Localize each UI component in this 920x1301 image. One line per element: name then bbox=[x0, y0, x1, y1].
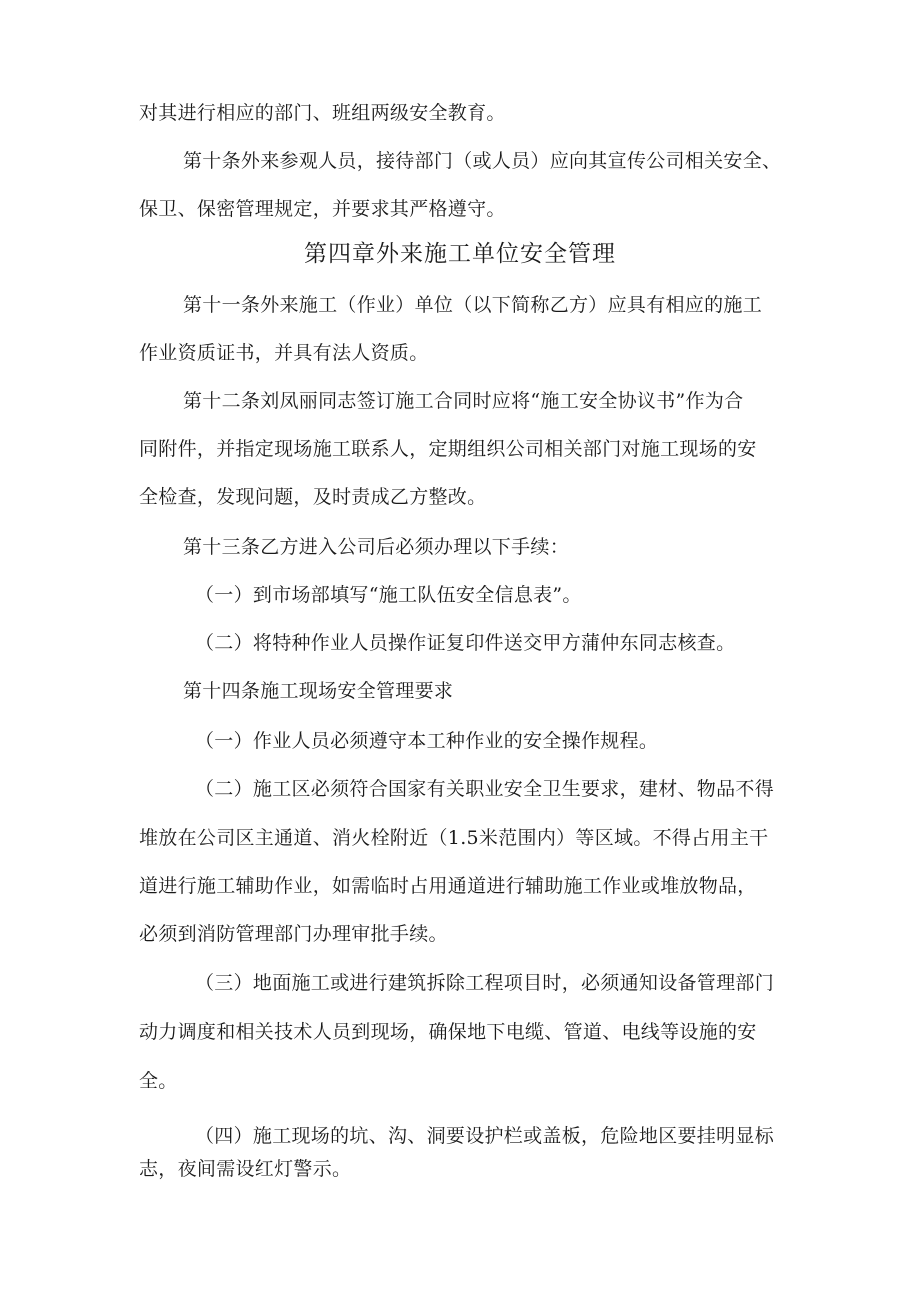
article-12-line: 第十二条刘凤丽同志签订施工合同时应将“施工安全协议书”作为合 bbox=[183, 390, 744, 412]
article-14-item: 道进行施工辅助作业，如需临时占用通道进行辅助施工作业或堆放物品， bbox=[139, 875, 757, 897]
article-13-item: （二）将特种作业人员操作证复印件送交甲方蒲仲东同志核查。 bbox=[195, 632, 736, 654]
article-14-item: （三）地面施工或进行建筑拆除工程项目时，必须通知设备管理部门 bbox=[195, 972, 775, 994]
article-14-item: 全。 bbox=[139, 1070, 178, 1092]
article-14-item: 志，夜间需设红灯警示。 bbox=[139, 1158, 352, 1180]
article-14-item: 堆放在公司区主通道、消火栓附近（1.5米范围内）等区域。不得占用主干 bbox=[139, 827, 769, 849]
article-12-line: 同附件，并指定现场施工联系人，定期组织公司相关部门对施工现场的安 bbox=[139, 438, 757, 460]
article-14-item: （四）施工现场的坑、沟、洞要设护栏或盖板，危险地区要挂明显标 bbox=[195, 1125, 775, 1147]
article-12-line: 全检查，发现问题，及时责成乙方整改。 bbox=[139, 486, 487, 508]
article-10-line: 保卫、保密管理规定，并要求其严格遵守。 bbox=[139, 198, 506, 220]
article-14-item: 动力调度和相关技术人员到现场，确保地下电缆、管道、电线等设施的安 bbox=[139, 1021, 757, 1043]
article-13-line: 第十三条乙方进入公司后必须办理以下手续： bbox=[183, 536, 570, 558]
article-11-line: 作业资质证书，并具有法人资质。 bbox=[139, 342, 429, 364]
article-14-item: （二）施工区必须符合国家有关职业安全卫生要求，建材、物品不得 bbox=[195, 778, 775, 800]
article-14-item: 必须到消防管理部门办理审批手续。 bbox=[139, 923, 448, 945]
chapter-title: 第四章外来施工单位安全管理 bbox=[304, 241, 616, 267]
text-line: 对其进行相应的部门、班组两级安全教育。 bbox=[139, 102, 506, 124]
article-14-line: 第十四条施工现场安全管理要求 bbox=[183, 680, 454, 702]
article-13-item: （一）到市场部填写“施工队伍安全信息表”。 bbox=[195, 584, 582, 606]
article-14-item: （一）作业人员必须遵守本工种作业的安全操作规程。 bbox=[195, 730, 659, 752]
article-10-line: 第十条外来参观人员，接待部门（或人员）应向其宣传公司相关安全、 bbox=[183, 150, 782, 172]
article-11-line: 第十一条外来施工（作业）单位（以下简称乙方）应具有相应的施工 bbox=[183, 294, 763, 316]
